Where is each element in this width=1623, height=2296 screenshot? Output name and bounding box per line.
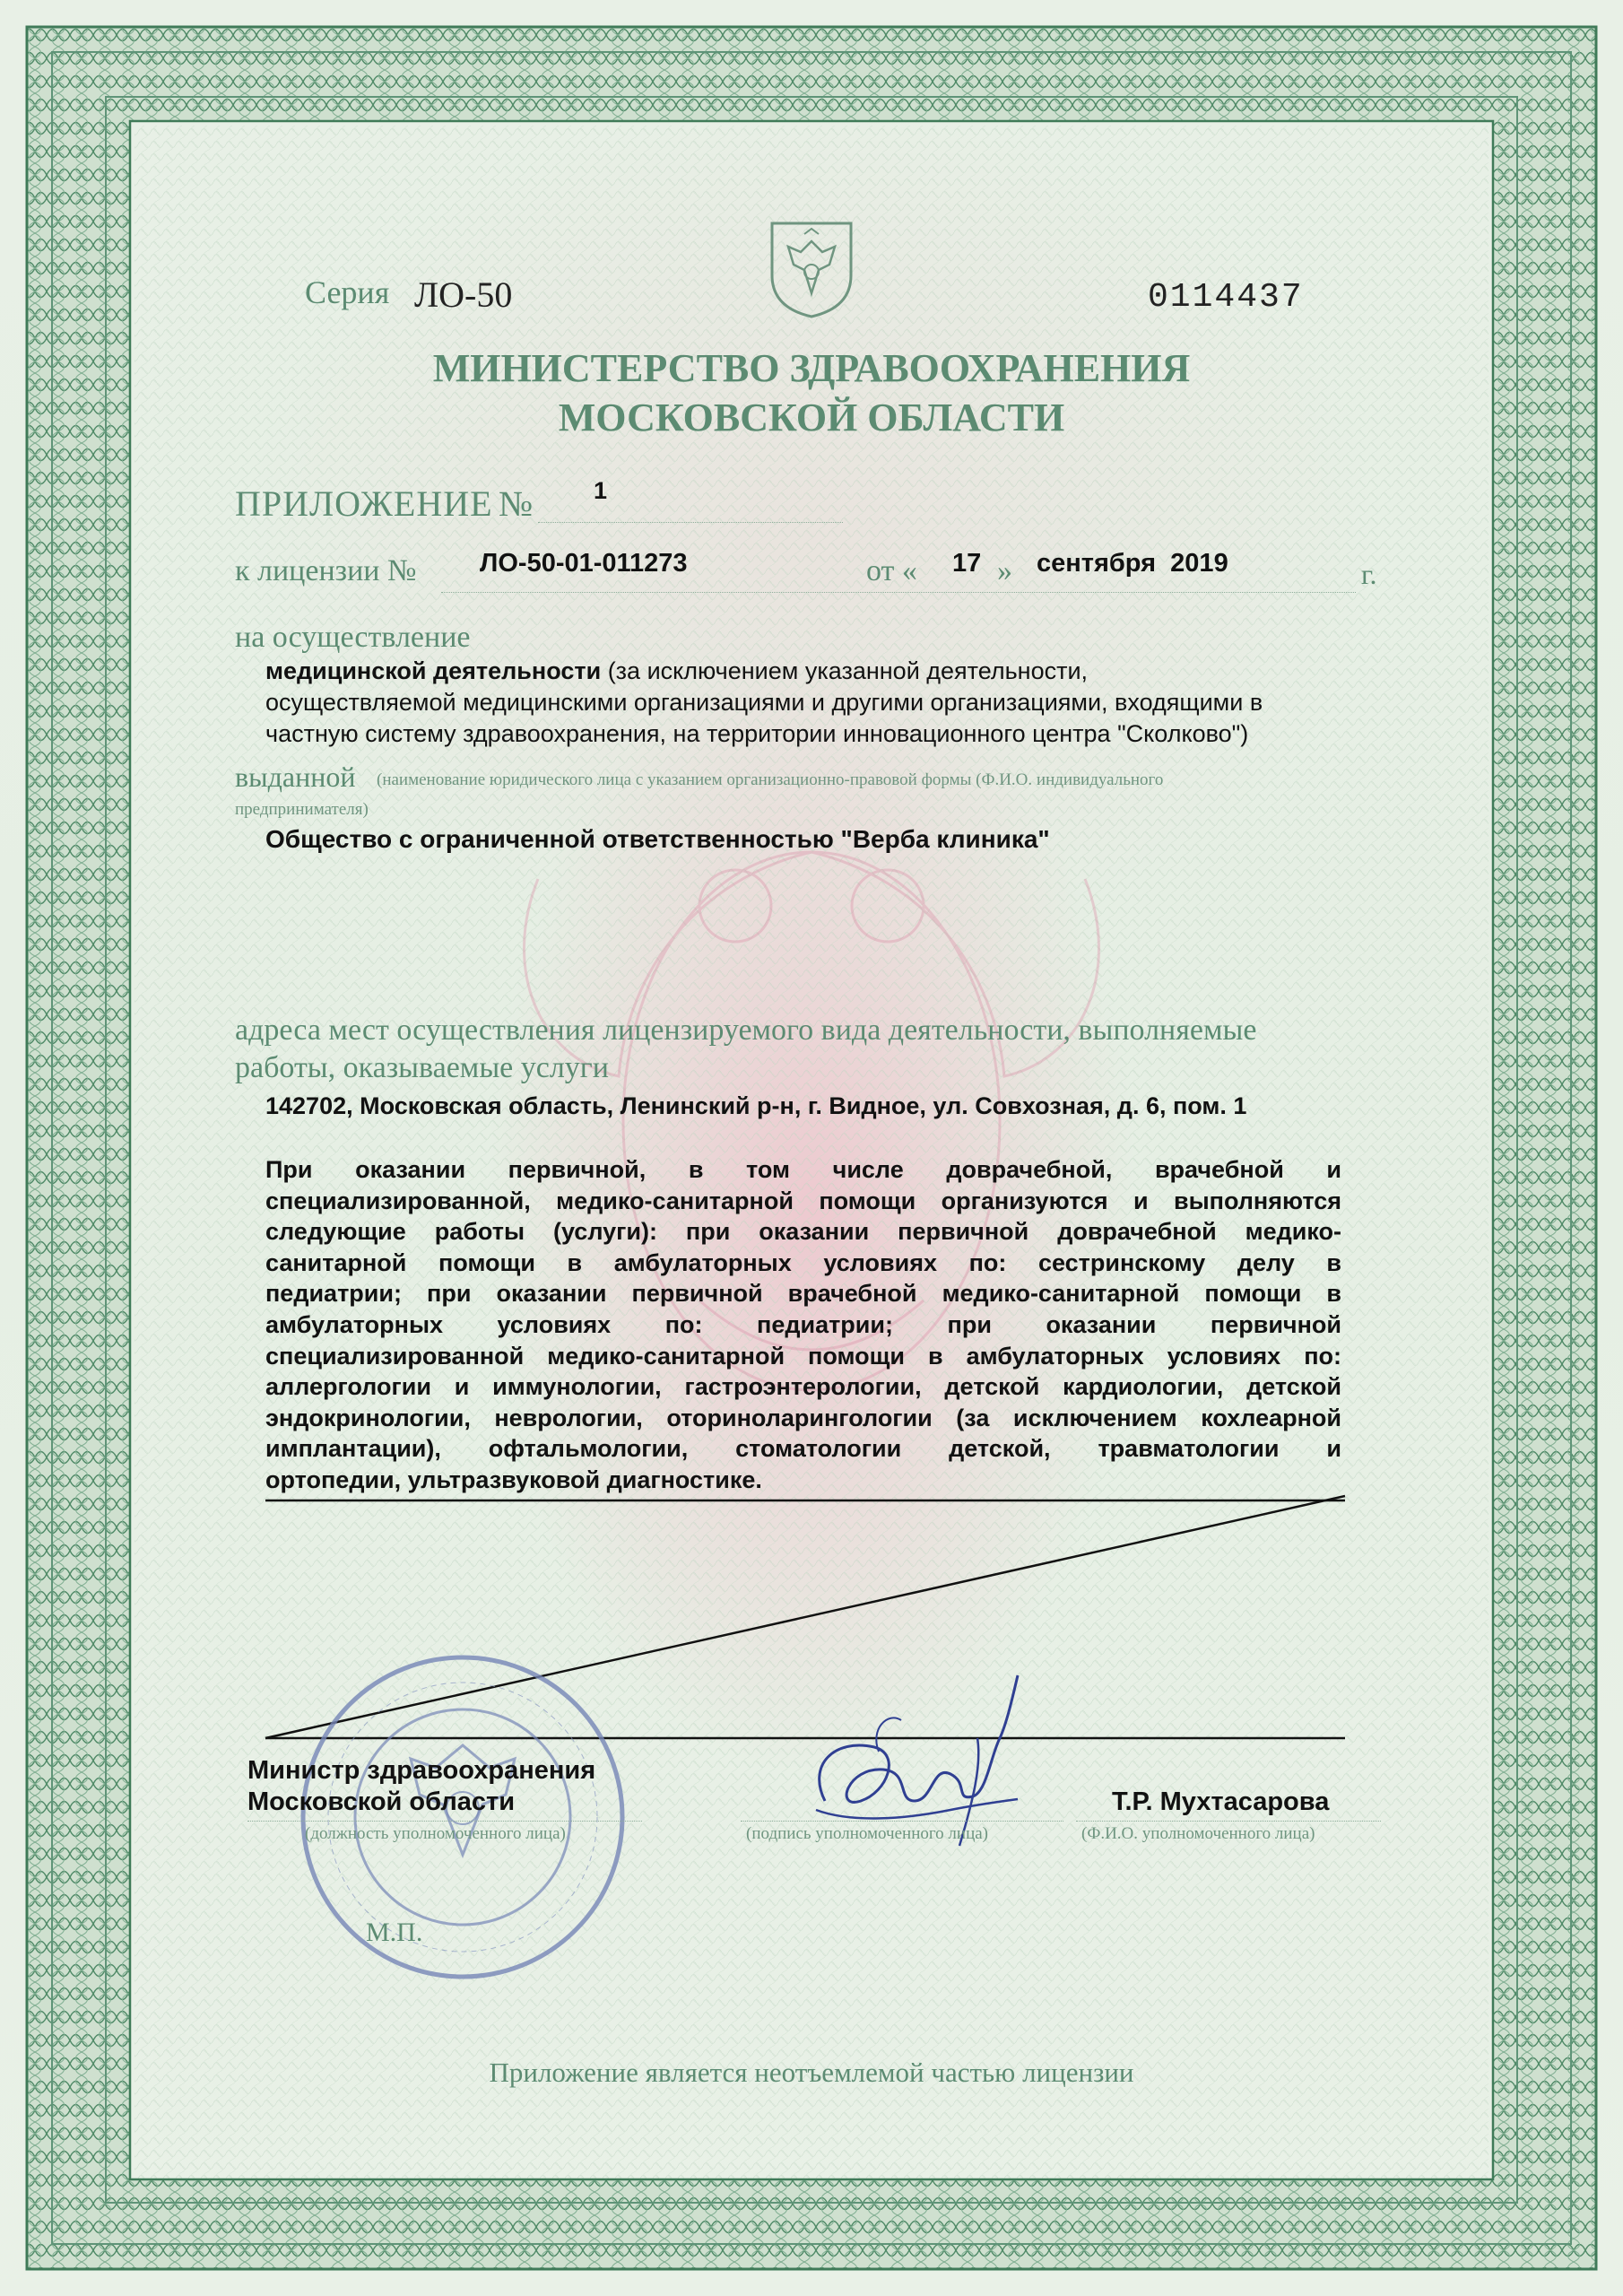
services-line: При оказании первичной, в том числе доврачебной, врачебной и	[265, 1156, 1341, 1183]
services-line: специализированной медико-санитарной помощи в амбулаторных условиях по:	[265, 1342, 1341, 1370]
license-month-year: сентября 2019	[1037, 549, 1228, 578]
organization-name: Общество с ограниченной ответственностью "Верба клиника"	[265, 825, 1050, 853]
issued-hint-line1: (наименование юридического лица с указанием организационно-правовой формы (Ф.И.О. индивидуального	[377, 770, 1164, 789]
footer-note: Приложение является неотъемлемой частью лицензии	[489, 2057, 1134, 2088]
license-from-label: от «	[866, 554, 917, 587]
seal-place-label: М.П.	[366, 1918, 423, 1947]
name-underline	[1076, 1821, 1381, 1822]
position-underline	[247, 1821, 642, 1822]
series-value: ЛО-50	[414, 274, 513, 315]
signer-name-hint: (Ф.И.О. уполномоченного лица)	[1081, 1824, 1315, 1843]
blank-number: 0114437	[1148, 278, 1304, 317]
services-line: аллергологии и иммунологии, гастроэнтерологии, детской кардиологии, детской	[265, 1373, 1341, 1401]
services-line: педиатрии; при оказании первичной врачебной медико-санитарной помощи в	[265, 1280, 1341, 1308]
activity-line2: осуществляемой медицинскими организациями и другими организациями, входящими в	[265, 689, 1263, 716]
series-label: Серия	[305, 274, 390, 310]
signer-position-line1: Министр здравоохранения	[247, 1756, 596, 1785]
license-day: 17	[952, 549, 982, 578]
activity-label: на осуществление	[235, 621, 471, 654]
signer-position-hint: (должность уполномоченного лица)	[305, 1824, 566, 1843]
appendix-number: 1	[594, 477, 608, 504]
activity-address: 142702, Московская область, Ленинский р-н, г. Видное, ул. Совхозная, д. 6, пом. 1	[265, 1092, 1247, 1119]
ministry-title-line1: МИНИСТЕРСТВО ЗДРАВООХРАНЕНИЯ	[432, 346, 1191, 390]
license-number: ЛО-50-01-011273	[480, 549, 688, 578]
activity-line1-rest: (за исключением указанной деятельности,	[601, 657, 1089, 684]
appendix-label: ПРИЛОЖЕНИЕ	[235, 483, 493, 524]
signature-hint: (подпись уполномоченного лица)	[746, 1824, 989, 1843]
license-close-quote: »	[997, 554, 1012, 587]
license-label: к лицензии №	[235, 554, 417, 587]
signer-position-line2: Московской области	[247, 1787, 516, 1816]
issued-hint-line2: предпринимателя)	[235, 800, 369, 819]
services-line: ортопедии, ультразвуковой диагностике.	[265, 1465, 762, 1493]
services-line: санитарной помощи в амбулаторных условиях по: сестринскому делу в	[265, 1248, 1341, 1276]
signature-underline	[741, 1821, 1063, 1822]
services-line: имплантации), офтальмологии, стоматологии детской, травматологии и	[265, 1435, 1341, 1463]
services-line: амбулаторных условиях по: педиатрии; при оказании первичной	[265, 1310, 1341, 1338]
issued-label: выданной	[235, 761, 356, 793]
activity-line3: частную систему здравоохранения, на территории инновационного центра "Сколково")	[265, 720, 1249, 747]
services-line: специализированной, медико-санитарной помощи организуются и выполняются	[265, 1187, 1341, 1214]
official-stamp-icon	[292, 1647, 633, 1987]
license-year-suffix: г.	[1361, 558, 1377, 590]
addresses-label-line2: работы, оказываемые услуги	[235, 1051, 609, 1084]
appendix-number-sign: №	[499, 483, 534, 524]
services-line: эндокринологии, неврологии, оториноларингологии (за исключением кохлеарной	[265, 1404, 1341, 1431]
ministry-title-line2: МОСКОВСКОЙ ОБЛАСТИ	[558, 396, 1065, 439]
services-line: следующие работы (услуги): при оказании первичной доврачебной медико-	[265, 1218, 1341, 1246]
signer-name: Т.Р. Мухтасарова	[1112, 1787, 1330, 1816]
activity-bold-part: медицинской деятельности	[265, 657, 602, 684]
addresses-label-line1: адреса мест осуществления лицензируемого вида деятельности, выполняемые	[235, 1013, 1257, 1047]
